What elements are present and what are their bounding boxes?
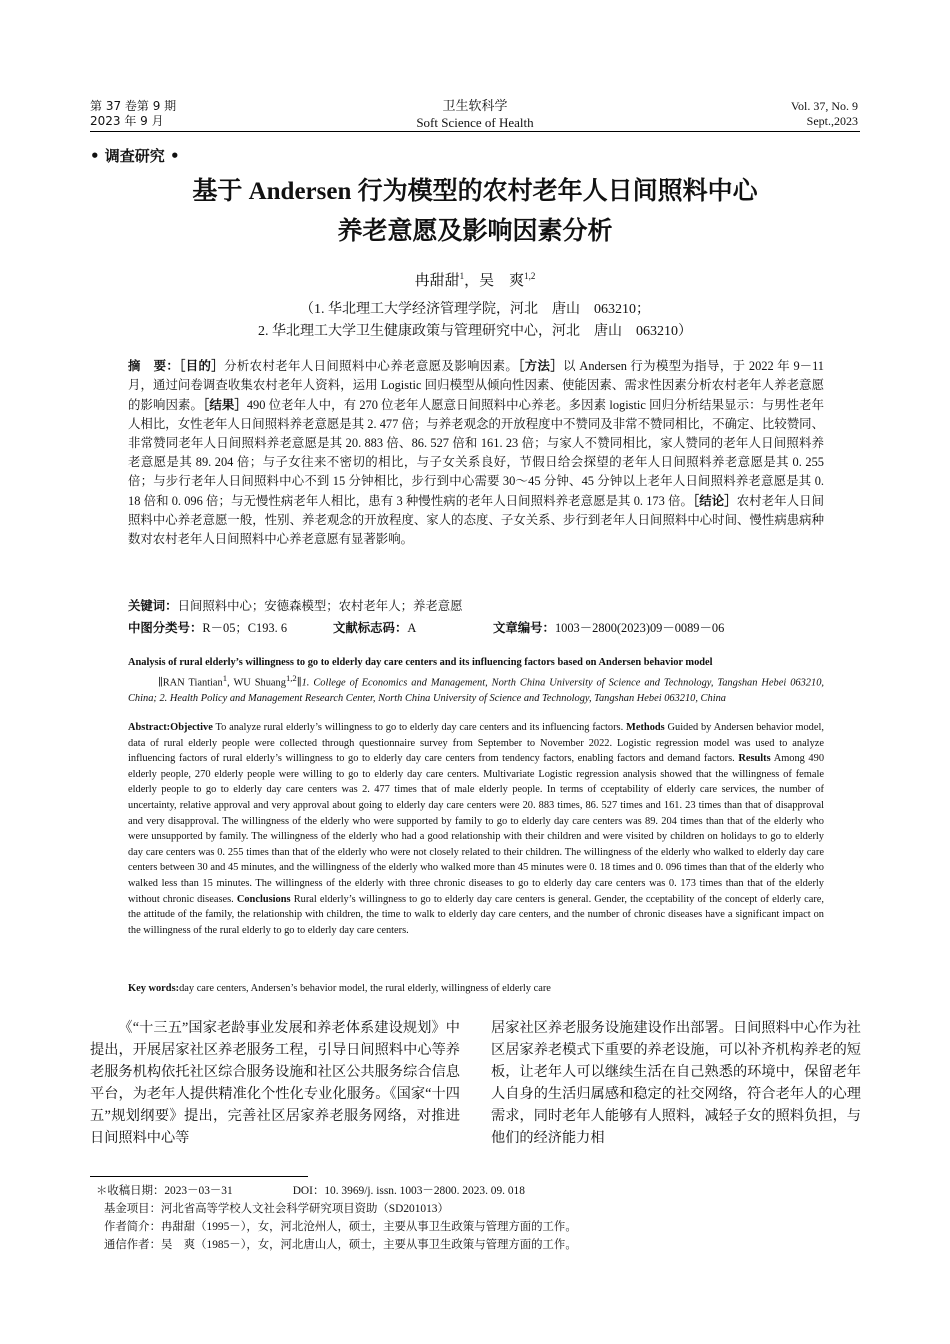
abstract-en-methods-tag: Methods (626, 722, 665, 733)
title-line-2: 养老意愿及影响因素分析 (337, 218, 613, 245)
en-affiliation: ∥1. College of Economics and Management, North China University of Science and Technology, Tangshan Hebei 063210, China; 2. Health Policy and Management Research Center, North China University of Science and Technology, Tangshan Hebei 063210, China (128, 677, 824, 705)
abstract-cn-objective-tag: ［目的］ (179, 358, 225, 373)
abstract-cn-results: 490 位老年人中，有 270 位老年人愿意日间照料中心养老。多因素 logistic 回归分析结果显示：与男性老年人相比，女性老年人日间照料养老意愿是其 2. 477 倍；与养老观念的开放程度中不赞同及非常不赞同相比，不确定、比较赞同、非常赞同老年人日间照料养老意愿是其 20. 883 倍、86. 527 倍和 161. 23 倍；与家人不赞同相比，家人赞同的老年人日间照料养老意愿是其 89. 204 倍；与子女往来不密切的相比，与子女关系良好，节假日给会探望的老年人日间照料养老意愿是其 0. 255 倍；与步行老年人日间照料中心不到 15 分钟相比，步行到中心需要 30～45 分钟、45 分钟以上老年人日间照料养老意愿是其 0. 18 倍和 0. 096 倍；与无慢性病老年人相比，患有 3 种慢性病的老年人日间照料养老意愿是其 0. 173 倍。 (128, 398, 824, 508)
header-journal (330, 99, 620, 131)
header-rule (90, 131, 860, 132)
header-volume-issue: 第 37 卷第 9 期 (90, 99, 177, 113)
footnote-received (96, 1182, 525, 1200)
keywords-cn-label: 关键词： (128, 598, 178, 613)
abstract-cn-objective: 分析农村老年人日间照料中心养老意愿及影响因素。 (224, 359, 519, 373)
header-date-cn: 2023 年 9 月 (90, 114, 164, 128)
doc-code: A (407, 621, 417, 635)
abstract-en-title: Analysis of rural elderly’s willingness to go to elderly day care centers and its influencing factors based on Andersen behavior model (128, 657, 713, 668)
abstract-en-authors (128, 671, 824, 707)
en-authors-sup-1: 1 (222, 673, 228, 683)
author-2-affil: 1,2 (524, 271, 536, 281)
abstract-en-results: Among 490 elderly people, 270 elderly people were willing to go to elderly day care centers. Multivariate Logistic regression analysis showed that the willingness of female elderly people to go to elderly day care centers was 2. 477 times that of male elderly people. In terms of cceptability of elderly care services, the number of uncertainty, relative approval and very approval about going to elderly day care centers were 20. 883 times, 86. 527 times and 161. 23 times than that of disapproval and very disapproval. The willingness of the elderly who were supported by family to go to elderly day care centers was 89. 204 times than that of the elderly who were unsupported by family. The willingness of the elderly who had a good relationship with their children and were visited by children on holidays to go to elderly day care centers was 0. 255 times than that of the elderly who were not closely related to their children. The willingness of the elderly who walked to elderly day care centers between 30 and 45 minutes, and the willingness of the elderly who walked more than 45 minutes were 0. 18 times and 0. 096 times than that of the elderly who walked less than 15 minutes. The willingness of the elderly with three chronic diseases to go to elderly day care centers was 0. 173 times than that of the elderly without chronic diseases. (128, 753, 825, 905)
abstract-cn-conclusion: 农村老年人日间照料中心养老意愿一般，性别、养老观念的开放程度、家人的态度、子女关系、步行到老年人日间照料中心时间、慢性病患病种数对农村老年人日间照料中心养老意愿有显著影响。 (128, 494, 824, 546)
abstract-en-conclusions-tag: Conclusions (236, 893, 291, 905)
title-line-1: 基于 Andersen 行为模型的农村老年人日间照料中心 (192, 178, 758, 205)
en-authors-2: , WU Shuang (227, 677, 286, 689)
article-title (60, 172, 890, 252)
classification-line (128, 618, 824, 636)
keywords-cn (128, 596, 824, 614)
en-authors-sup-2: 1,2 (285, 673, 297, 683)
abstract-en-results-tag: Results (738, 753, 771, 765)
header-volume-cn (90, 99, 176, 129)
abstract-en-methods: Guided by Andersen behavior model, data of rural elderly people were collected through questionnaire survey from September to November 2022. Logistic regression model was used to analyze influencing factors of rural elderly’s willingness to go to elderly day care centers from tendency factors, enabling factors and demand factors. (128, 722, 824, 765)
journal-name-cn: 卫生软科学 (442, 99, 508, 114)
footnote-fund: 基金项目：河北省高等学校人文社会科学研究项目资助（SD201013） (104, 1203, 449, 1215)
author-2: 吴 爽 (479, 273, 525, 289)
keywords-en-text: day care centers, Andersen’s behavior model, the rural elderly, willingness of elderly care (179, 983, 551, 994)
footnote-rule (90, 1176, 308, 1177)
author-1: 冉甜甜 (414, 273, 460, 289)
en-authors-1: ∥RAN Tiantian (157, 677, 223, 689)
header-date-en: Sept.,2023 (806, 114, 858, 128)
column-tag: • 调查研究 • (90, 147, 180, 165)
keywords-cn-text: 日间照料中心；安德森模型；农村老年人；养老意愿 (177, 599, 463, 613)
abstract-en-objective: To analyze rural elderly’s willingness to go to elderly day care centers and its influencing factors. (215, 722, 624, 733)
article-no: 1003－2800(2023)09－0089－06 (554, 621, 725, 635)
doi: DOI：10. 3969/j. issn. 1003－2800. 2023. 09. 018 (292, 1185, 525, 1197)
abstract-en-conclusions: Rural elderly’s willingness to go to elderly day care centers is general. Gender, the cceptability of the concept of elderly care, the attitude of the family, the relationship with children, the time to walk to elderly day care centers, and the number of chronic diseases have a significant impact on the willingness of the rural elderly to go to elderly day care centers. (128, 893, 825, 936)
clc-code: R－05；C193. 6 (202, 621, 288, 635)
abstract-cn-methods-tag: ［方法］ (518, 358, 564, 373)
keywords-en (128, 983, 824, 994)
footnote-corresponding: 通信作者：吴 爽（1985－），女，河北唐山人，硕士，主要从事卫生政策与管理方面的工作。 (104, 1239, 577, 1251)
doc-code-label: 文献标志码： (333, 620, 408, 635)
author-separator: ， (464, 273, 480, 289)
abstract-cn-label: 摘 要： (128, 358, 180, 373)
header-volume-en (791, 99, 858, 129)
header-volume-issue-en: Vol. 37, No. 9 (790, 99, 858, 113)
abstract-en-objective-tag: Objective (170, 722, 213, 733)
body-column-left: 《“十三五”国家老龄事业发展和养老体系建设规划》中提出，开展居家社区养老服务工程，引导日间照料中心等养老服务机构依托社区综合服务设施和社区公共服务综合信息平台，为老年人提供精准化个性化专业化服务。《国家“十四五”规划纲要》提出，完善社区居家养老服务网络，对推进日间照料中心等 (90, 1020, 460, 1146)
abstract-cn (128, 356, 824, 549)
author-1-affil: 1 (459, 271, 465, 281)
received-date: ＊收稿日期：2023－03－31 (96, 1185, 233, 1197)
body-column-right: 居家社区养老服务设施建设作出部署。日间照料中心作为社区居家养老模式下重要的养老设施，可以补齐机构养老的短板，让老年人可以继续生活在自己熟悉的环境中，保留老年人自身的生活归属感和稳定的社交网络，符合老年人的心理需求，同时老年人能够有人照料，减轻子女的照料负担，与他们的经济能力相 (491, 1020, 861, 1146)
affiliation-1: （1. 华北理工大学经济管理学院，河北 唐山 063210； (300, 302, 650, 317)
footnote-author-bio: 作者简介：冉甜甜（1995－），女，河北沧州人，硕士，主要从事卫生政策与管理方面的工作。 (104, 1221, 577, 1233)
journal-name-en: Soft Science of Health (416, 115, 534, 130)
abstract-en (128, 720, 824, 938)
abstract-en-label: Abstract: (128, 722, 171, 733)
affiliation-2: 2. 华北理工大学卫生健康政策与管理研究中心，河北 唐山 063210） (258, 324, 692, 339)
abstract-cn-conclusion-tag: ［结论］ (692, 493, 737, 508)
article-no-label: 文章编号： (493, 620, 555, 635)
author-line (0, 269, 950, 290)
clc-label: 中图分类号： (128, 620, 203, 635)
abstract-cn-results-tag: ［结果］ (203, 397, 247, 412)
keywords-en-label: Key words: (128, 983, 180, 994)
abstract-cn-methods: 以 Andersen 行为模型为指导，于 2022 年 9－11 月，通过问卷调查收集农村老年人资料，运用 Logistic 回归模型从倾向性因素、使能因素、需求性因素分析农村老年人养老意愿的影响因素。 (128, 359, 825, 412)
